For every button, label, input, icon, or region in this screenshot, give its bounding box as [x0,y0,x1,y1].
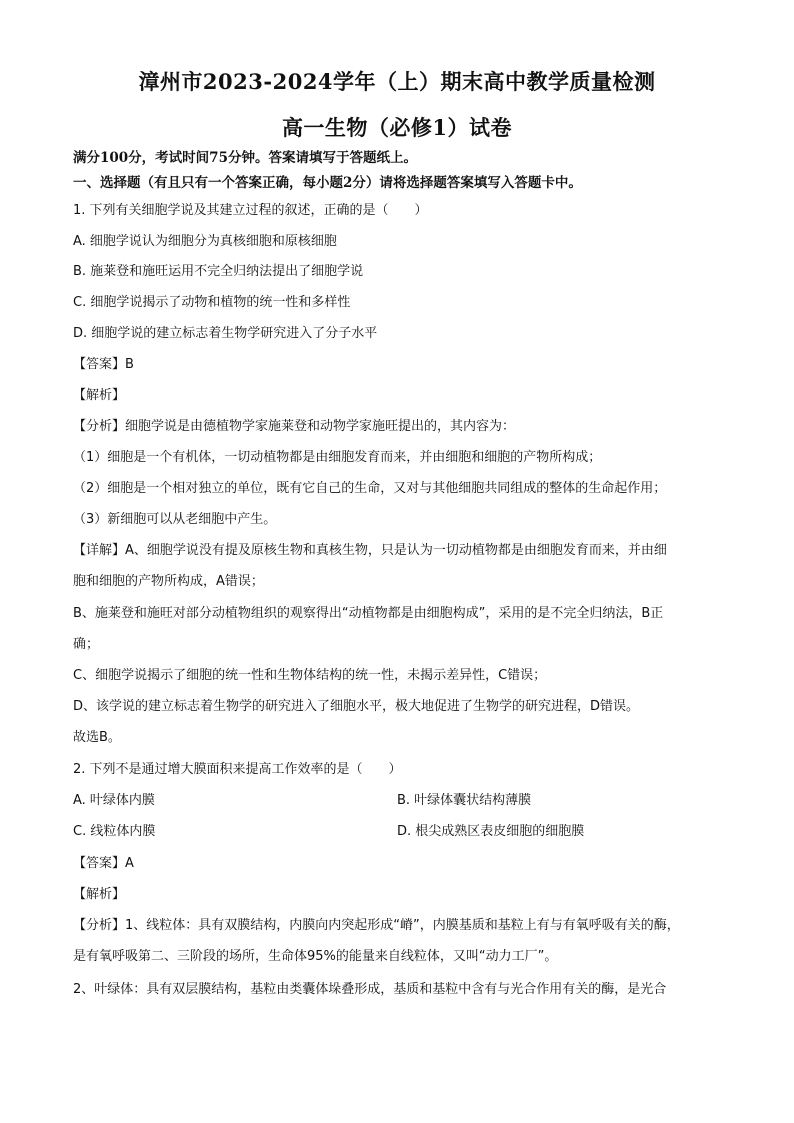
analysis-line: B、施莱登和施旺对部分动植物组织的观察得出“动植物都是由细胞构成”，采用的是不完全归纳法，B正 [73,606,664,621]
analysis-line: 【分析】1、线粒体：具有双膜结构，内膜向内突起形成“嵴”，内膜基质和基粒上有与有氧呼吸有关的酶， [73,918,680,933]
question-1-answer: 【答案】B [73,357,134,372]
question-2-option-a: A. 叶绿体内膜 [73,793,155,808]
analysis-line: 胞和细胞的产物所构成，A错误； [73,574,264,589]
question-1-analysis-heading: 【解析】 [73,388,126,403]
question-2-option-d: D. 根尖成熟区表皮细胞的细胞膜 [397,824,585,839]
analysis-line: C、细胞学说揭示了细胞的统一性和生物体结构的统一性，未揭示差异性，C错误； [73,668,547,683]
page-subtitle: 高一生物（必修1）试卷 [281,115,513,140]
analysis-line: D、该学说的建立标志着生物学的研究进入了细胞水平，极大地促进了生物学的研究进程，D错误。 [73,699,640,714]
section-heading: 一、选择题（有且只有一个答案正确，每小题2分）请将选择题答案填写入答题卡中。 [73,175,582,191]
exam-instructions: 满分100分，考试时间75分钟。答案请填写于答题纸上。 [73,150,417,166]
analysis-line: 是有氧呼吸第二、三阶段的场所，生命体95%的能量来自线粒体，又叫“动力工厂”。 [73,949,558,964]
question-2-answer: 【答案】A [73,856,134,871]
question-2-option-c: C. 线粒体内膜 [73,824,156,839]
analysis-line: （2）细胞是一个相对独立的单位，既有它自己的生命，又对与其他细胞共同组成的整体的生命起作用； [73,481,667,496]
question-2-stem: 2. 下列不是通过增大膜面积来提高工作效率的是（ ） [73,762,402,777]
analysis-line: 2、叶绿体：具有双层膜结构，基粒由类囊体垛叠形成，基质和基粒中含有与光合作用有关的酶，是光合 [73,982,667,997]
question-1-option-d: D. 细胞学说的建立标志着生物学研究进入了分子水平 [73,326,378,341]
analysis-line: （1）细胞是一个有机体，一切动植物都是由细胞发育而来，并由细胞和细胞的产物所构成； [73,450,602,465]
analysis-line: 确； [73,637,100,652]
question-1-option-c: C. 细胞学说揭示了动物和植物的统一性和多样性 [73,295,351,310]
question-2-analysis-heading: 【解析】 [73,887,126,902]
analysis-line: （3）新细胞可以从老细胞中产生。 [73,512,277,527]
analysis-line: 故选B。 [73,730,121,745]
question-1-stem: 1. 下列有关细胞学说及其建立过程的叙述，正确的是（ ） [73,203,428,218]
question-2-option-b: B. 叶绿体囊状结构薄膜 [397,793,532,808]
analysis-line: 【分析】细胞学说是由德植物学家施莱登和动物学家施旺提出的，其内容为： [73,419,516,434]
analysis-line: 【详解】A、细胞学说没有提及原核生物和真核生物，只是认为一切动植物都是由细胞发育而来，并由细 [73,543,667,558]
page-title: 漳州市2023-2024学年（上）期末高中教学质量检测 [138,69,656,94]
question-1-option-a: A. 细胞学说认为细胞分为真核细胞和原核细胞 [73,234,337,249]
question-1-option-b: B. 施莱登和施旺运用不完全归纳法提出了细胞学说 [73,264,364,279]
